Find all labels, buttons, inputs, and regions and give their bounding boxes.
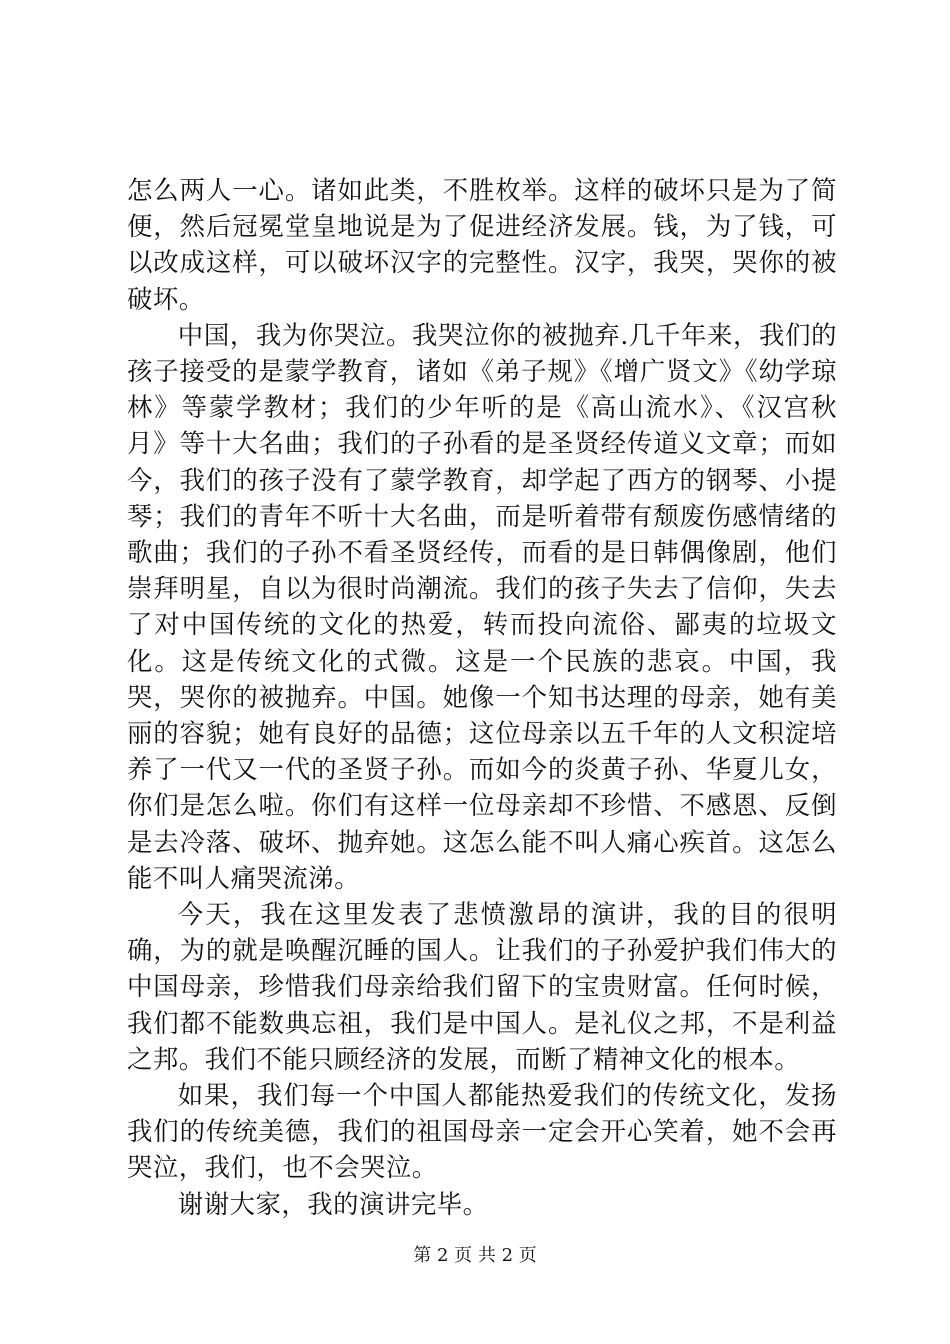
document-body	[127, 172, 837, 1222]
paragraph-4: 如果，我们每一个中国人都能热爱我们的传统文化，发扬我们的传统美德，我们的祖国母亲一定会开心笑着，她不会再哭泣，我们，也不会哭泣。	[127, 1080, 837, 1183]
paragraph-3: 今天，我在这里发表了悲愤激昂的演讲，我的目的很明确，为的就是唤醒沉睡的国人。让我们的子孙爱护我们伟大的中国母亲，珍惜我们母亲给我们留下的宝贵财富。任何时候，我们都不能数典忘祖，我们是中国人。是礼仪之邦，不是利益之邦。我们不能只顾经济的发展，而断了精神文化的根本。	[127, 899, 837, 1074]
paragraph-1: 怎么两人一心。诸如此类，不胜枚举。这样的破坏只是为了简便，然后冠冕堂皇地说是为了促进经济发展。钱，为了钱，可以改成这样，可以破坏汉字的完整性。汉字，我哭，哭你的被破坏。	[127, 175, 837, 314]
paragraph-2: 中国，我为你哭泣。我哭泣你的被抛弃.几千年来，我们的孩子接受的是蒙学教育，诸如《弟子规》《增广贤文》《幼学琼林》等蒙学教材；我们的少年听的是《高山流水》、《汉宫秋月》等十大名曲；我们的子孙看的是圣贤经传道义文章；而如今，我们的孩子没有了蒙学教育，却学起了西方的钢琴、小提琴；我们的青年不听十大名曲，而是听着带有颓废伤感情绪的歌曲；我们的子孙不看圣贤经传，而看的是日韩偶像剧，他们崇拜明星，自以为很时尚潮流。我们的孩子失去了信仰，失去了对中国传统的文化的热爱，转而投向流俗、鄙夷的垃圾文化。这是传统文化的式微。这是一个民族的悲哀。中国，我哭，哭你的被抛弃。中国。她像一个知书达理的母亲，她有美丽的容貌；她有良好的品德；这位母亲以五千年的人文积淀培养了一代又一代的圣贤子孙。而如今的炎黄子孙、华夏儿女，你们是怎么啦。你们有这样一位母亲却不珍惜、不感恩、反倒是去冷落、破坏、抛弃她。这怎么能不叫人痛心疾首。这怎么能不叫人痛哭流涕。	[127, 319, 837, 893]
paragraph-5: 谢谢大家，我的演讲完毕。	[177, 1188, 489, 1219]
page-number-footer: 第 2 页 共 2 页	[413, 1245, 537, 1266]
